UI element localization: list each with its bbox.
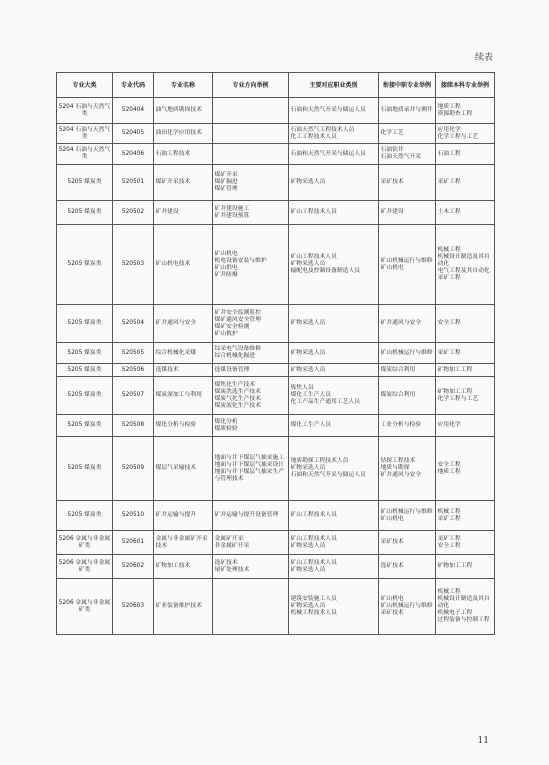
cell-secondary bbox=[379, 579, 436, 635]
cell-undergrad-line: 化学工程与工艺 bbox=[437, 133, 479, 140]
cell-code: 520510 bbox=[113, 501, 154, 531]
cell-category: 5204 石油与天然气类 bbox=[57, 98, 113, 124]
cell-category: 5205 煤炭类 bbox=[57, 415, 113, 437]
cell-undergrad bbox=[436, 165, 495, 201]
cell-undergrad-line: 应用化学 bbox=[437, 422, 461, 428]
cell-name: 煤矿开采技术 bbox=[154, 165, 213, 201]
cell-occupations-line: 矿物采选人员 bbox=[290, 320, 326, 326]
cell-occupations-line: 矿物采选人员 bbox=[290, 603, 326, 609]
table-row bbox=[57, 415, 495, 437]
cell-undergrad bbox=[436, 415, 495, 437]
cell-occupations-line: 石油和天然气开采与储运人员 bbox=[290, 472, 366, 478]
cell-undergrad-line: 机械设计制造及其自动化 bbox=[437, 596, 490, 609]
cell-occupations bbox=[289, 124, 379, 144]
table-row bbox=[57, 437, 495, 501]
cell-category: 5205 煤炭类 bbox=[57, 305, 113, 343]
cell-undergrad-line: 石油工程 bbox=[437, 150, 461, 157]
cell-code: 520602 bbox=[113, 555, 154, 579]
table-row bbox=[57, 377, 495, 415]
cell-code: 520404 bbox=[113, 98, 154, 124]
cell-undergrad-line: 应用化学 bbox=[437, 126, 461, 133]
cell-directions-line: 矿井建设预算 bbox=[214, 212, 250, 219]
table-row bbox=[57, 501, 495, 531]
cell-occupations-line: 输配电及控制设备制造人员 bbox=[290, 268, 361, 274]
table-row bbox=[57, 364, 495, 377]
cell-secondary bbox=[379, 201, 436, 225]
cell-directions-line: 煤化分析 bbox=[214, 418, 238, 425]
header-occupations: 主要对应职业类别 bbox=[289, 73, 379, 98]
cell-secondary-line: 矿山机电 bbox=[380, 596, 404, 602]
cell-secondary bbox=[379, 555, 436, 579]
cell-directions-line: 选煤设备管理 bbox=[214, 366, 250, 373]
cell-category: 5205 煤炭类 bbox=[57, 437, 113, 501]
cell-occupations bbox=[289, 201, 379, 225]
cell-occupations bbox=[289, 531, 379, 555]
cell-occupations-line: 矿物采选人员 bbox=[290, 566, 326, 573]
cell-secondary-line: 矿井通风与安全 bbox=[380, 320, 422, 326]
header-undergrad: 接续本科专业举例 bbox=[436, 73, 495, 98]
cell-undergrad bbox=[436, 555, 495, 579]
cell-directions-line: 矿山机电 bbox=[214, 250, 238, 257]
cell-secondary-line: 矿山机械运行与维修 bbox=[380, 508, 433, 515]
cell-code: 520603 bbox=[113, 579, 154, 635]
cell-secondary-line: 化学工艺 bbox=[380, 130, 404, 136]
cell-undergrad-line: 过程装备与控制工程 bbox=[437, 617, 490, 623]
cell-category: 5206 金属与非金属矿类 bbox=[57, 555, 113, 579]
cell-directions-line: 综合机械化掘进 bbox=[214, 353, 256, 359]
cell-directions-line: 地面与井下煤层气抽采施工 bbox=[214, 454, 285, 461]
cell-directions bbox=[213, 165, 289, 201]
cell-undergrad-line: 安全工程 bbox=[437, 320, 461, 326]
cell-occupations-line: 机械工程技术人员 bbox=[290, 610, 337, 616]
cell-occupations bbox=[289, 555, 379, 579]
cell-directions-line: 煤质检验 bbox=[214, 425, 238, 432]
cell-occupations bbox=[289, 165, 379, 201]
cell-code: 520405 bbox=[113, 124, 154, 144]
cell-secondary-line: 石油钻井 bbox=[380, 147, 404, 153]
cell-directions-line: 机电设备安装与维护 bbox=[214, 257, 267, 264]
cell-category: 5206 金属与非金属矿类 bbox=[57, 531, 113, 555]
cell-occupations bbox=[289, 437, 379, 501]
cell-secondary bbox=[379, 437, 436, 501]
cell-directions-line: 煤炭液化生产技术 bbox=[214, 402, 261, 409]
cell-category: 5204 石油与天然气类 bbox=[57, 144, 113, 165]
cell-directions bbox=[213, 201, 289, 225]
cell-secondary bbox=[379, 165, 436, 201]
table-row bbox=[57, 579, 495, 635]
table-row bbox=[57, 343, 495, 364]
cell-undergrad-line: 采矿工程 bbox=[437, 515, 461, 522]
cell-code: 520508 bbox=[113, 415, 154, 437]
cell-code: 520406 bbox=[113, 144, 154, 165]
cell-category: 5205 煤炭类 bbox=[57, 364, 113, 377]
cell-directions-line: 地面与井下煤层气抽采生产与管理技术 bbox=[214, 468, 285, 482]
cell-occupations bbox=[289, 305, 379, 343]
cell-name: 煤层气采输技术 bbox=[154, 437, 213, 501]
cell-code: 520501 bbox=[113, 165, 154, 201]
cell-occupations-line: 矿物采选人员 bbox=[290, 366, 326, 373]
cell-undergrad-line: 矿物加工工程 bbox=[437, 563, 473, 569]
cell-category: 5206 金属与非金属矿类 bbox=[57, 579, 113, 635]
table-row bbox=[57, 98, 495, 124]
cell-occupations bbox=[289, 343, 379, 364]
cell-occupations-line: 石油天然气工程技术人员 bbox=[290, 126, 355, 133]
cell-directions-line: 地面与井下煤层气抽采设计 bbox=[214, 461, 285, 468]
cell-directions-line: 综采电气设备维修 bbox=[214, 346, 261, 352]
cell-directions bbox=[213, 144, 289, 165]
table-row bbox=[57, 531, 495, 555]
cell-directions-line: 非金属矿开采 bbox=[214, 542, 250, 549]
header-directions: 专业方向举例 bbox=[213, 73, 289, 98]
cell-undergrad bbox=[436, 501, 495, 531]
cell-undergrad bbox=[436, 531, 495, 555]
cell-code: 520505 bbox=[113, 343, 154, 364]
cell-code: 520502 bbox=[113, 201, 154, 225]
cell-category: 5205 煤炭类 bbox=[57, 501, 113, 531]
cell-secondary bbox=[379, 144, 436, 165]
cell-occupations-line: 建筑安装施工人员 bbox=[290, 596, 337, 602]
cell-secondary-line: 石油地质录井与测井 bbox=[380, 107, 433, 113]
header-category: 专业大类 bbox=[57, 73, 113, 98]
cell-secondary-line: 矿井通风与安全 bbox=[380, 472, 422, 478]
cell-occupations-line: 石油和天然气开采与储运人员 bbox=[290, 150, 366, 157]
cell-occupations-line: 矿物采选人员 bbox=[290, 179, 326, 185]
cell-undergrad-line: 采矿工程 bbox=[437, 179, 461, 185]
cell-secondary-line: 钻探工程技术 bbox=[380, 458, 416, 464]
cell-name: 矿井通风与安全 bbox=[154, 305, 213, 343]
cell-occupations-line: 矿山工程技术人员 bbox=[290, 535, 337, 542]
cell-directions-line: 选矿技术 bbox=[214, 559, 238, 566]
cell-undergrad bbox=[436, 305, 495, 343]
cell-name: 油田化学应用技术 bbox=[154, 124, 213, 144]
cell-undergrad-line: 采矿工程 bbox=[437, 349, 461, 356]
cell-undergrad bbox=[436, 579, 495, 635]
cell-undergrad-line: 采矿工程 bbox=[437, 275, 461, 281]
cell-secondary-line: 煤炭综合利用 bbox=[380, 392, 416, 398]
cell-undergrad-line: 资源勘查工程 bbox=[437, 110, 473, 117]
cell-occupations bbox=[289, 415, 379, 437]
cell-directions-line: 金属矿开采 bbox=[214, 535, 244, 542]
cell-occupations-line: 化工工程技术人员 bbox=[290, 133, 337, 140]
cell-undergrad-line: 机械工程 bbox=[437, 508, 461, 515]
cell-secondary-line: 矿井建设 bbox=[380, 209, 404, 215]
cell-undergrad bbox=[436, 124, 495, 144]
cell-name: 综合机械化采煤 bbox=[154, 343, 213, 364]
table-header-row bbox=[57, 73, 495, 98]
cell-secondary-line: 矿山机械运行与维修 bbox=[380, 349, 433, 356]
cell-name: 金属与非金属矿开采技术 bbox=[154, 531, 213, 555]
cell-undergrad bbox=[436, 144, 495, 165]
table-row bbox=[57, 305, 495, 343]
cell-directions bbox=[213, 437, 289, 501]
cell-name: 煤炭深加工与利用 bbox=[154, 377, 213, 415]
cell-directions-line: 矿井建设施工 bbox=[214, 205, 250, 212]
cell-occupations bbox=[289, 579, 379, 635]
cell-secondary-line: 采矿技术 bbox=[380, 610, 404, 616]
cell-occupations bbox=[289, 364, 379, 377]
cell-occupations-line: 化工产品生产通用工艺人员 bbox=[290, 399, 361, 405]
cell-directions bbox=[213, 364, 289, 377]
cell-directions bbox=[213, 305, 289, 343]
cell-directions-line: 煤矿安全检测 bbox=[214, 323, 250, 330]
cell-directions bbox=[213, 501, 289, 531]
table-row bbox=[57, 201, 495, 225]
cell-occupations bbox=[289, 377, 379, 415]
cell-directions bbox=[213, 377, 289, 415]
cell-occupations-line: 矿物采选人员 bbox=[290, 349, 326, 356]
major-catalog-table bbox=[56, 72, 495, 635]
cell-name: 矿山机电技术 bbox=[154, 225, 213, 305]
cell-secondary bbox=[379, 305, 436, 343]
cell-secondary-line: 石油天然气开采 bbox=[380, 154, 422, 160]
continued-label: 续表 bbox=[474, 53, 493, 63]
cell-undergrad-line: 安全工程 bbox=[437, 461, 461, 468]
cell-directions-line: 煤矿开采 bbox=[214, 172, 238, 178]
cell-directions bbox=[213, 555, 289, 579]
cell-name: 矿井建设 bbox=[154, 201, 213, 225]
cell-undergrad bbox=[436, 343, 495, 364]
cell-secondary-line: 矿山机械运行与维修 bbox=[380, 257, 433, 264]
cell-undergrad bbox=[436, 437, 495, 501]
cell-occupations bbox=[289, 144, 379, 165]
cell-secondary bbox=[379, 225, 436, 305]
cell-secondary-line: 矿山机电 bbox=[380, 515, 404, 522]
table-row bbox=[57, 555, 495, 579]
cell-undergrad-line: 采矿工程 bbox=[437, 535, 461, 542]
cell-directions bbox=[213, 225, 289, 305]
cell-occupations bbox=[289, 98, 379, 124]
cell-occupations-line: 矿物采选人员 bbox=[290, 261, 326, 267]
cell-secondary-line: 采矿技术 bbox=[380, 539, 404, 545]
cell-directions-line: 矿井安全监测监控 bbox=[214, 309, 261, 316]
cell-secondary-line: 选矿技术 bbox=[380, 563, 404, 569]
cell-secondary-line: 采矿技术 bbox=[380, 179, 404, 185]
cell-directions bbox=[213, 579, 289, 635]
cell-category: 5205 煤炭类 bbox=[57, 343, 113, 364]
cell-directions-line: 煤矿通风安全管理 bbox=[214, 316, 261, 323]
cell-occupations-line: 炼焦人员 bbox=[290, 385, 314, 391]
cell-occupations-line: 煤化工生产人员 bbox=[290, 392, 332, 398]
cell-code: 520504 bbox=[113, 305, 154, 343]
cell-category: 5204 石油与天然气类 bbox=[57, 124, 113, 144]
cell-undergrad-line: 土木工程 bbox=[437, 209, 461, 215]
cell-name: 矿井运输与提升 bbox=[154, 501, 213, 531]
cell-undergrad-line: 矿物加工工程 bbox=[437, 388, 473, 395]
cell-occupations-line: 煤化工生产人员 bbox=[290, 422, 332, 428]
table-row bbox=[57, 124, 495, 144]
cell-directions bbox=[213, 531, 289, 555]
cell-directions-line: 煤炭气化生产技术 bbox=[214, 395, 261, 402]
cell-occupations-line: 矿山工程技术人员 bbox=[290, 512, 337, 518]
cell-directions bbox=[213, 98, 289, 124]
cell-directions-line: 煤炭洗选生产技术 bbox=[214, 388, 261, 395]
cell-occupations-line: 矿物采选人员 bbox=[290, 542, 326, 549]
table-body bbox=[57, 98, 495, 635]
cell-directions-line: 矿山供电 bbox=[214, 264, 238, 271]
table-row bbox=[57, 144, 495, 165]
cell-directions-line: 尾矿处理技术 bbox=[214, 566, 250, 573]
cell-undergrad bbox=[436, 98, 495, 124]
cell-code: 520506 bbox=[113, 364, 154, 377]
cell-undergrad bbox=[436, 364, 495, 377]
cell-undergrad bbox=[436, 201, 495, 225]
page-number: 11 bbox=[477, 736, 489, 746]
cell-occupations-line: 矿山工程技术人员 bbox=[290, 254, 337, 260]
cell-secondary bbox=[379, 364, 436, 377]
header-secondary: 衔接中职专业举例 bbox=[379, 73, 436, 98]
cell-category: 5205 煤炭类 bbox=[57, 165, 113, 201]
cell-undergrad-line: 机械工程 bbox=[437, 589, 461, 595]
cell-undergrad-line: 安全工程 bbox=[437, 542, 461, 549]
cell-category: 5205 煤炭类 bbox=[57, 201, 113, 225]
cell-occupations-line: 矿山工程技术人员 bbox=[290, 209, 337, 215]
cell-undergrad-line: 化学工程与工艺 bbox=[437, 395, 479, 402]
cell-directions-line: 矿山救护 bbox=[214, 330, 238, 337]
cell-secondary bbox=[379, 415, 436, 437]
cell-secondary-line: 地质与勘探 bbox=[380, 465, 410, 471]
table-row bbox=[57, 225, 495, 305]
cell-directions bbox=[213, 343, 289, 364]
cell-directions-line: 煤焦化生产技术 bbox=[214, 381, 256, 388]
cell-secondary-line: 工业分析与检验 bbox=[380, 422, 422, 428]
cell-directions-line: 矿井运输与提升设备管理 bbox=[214, 512, 279, 518]
cell-secondary-line: 矿山机电 bbox=[380, 264, 404, 271]
cell-code: 520509 bbox=[113, 437, 154, 501]
cell-undergrad-line: 机械电子工程 bbox=[437, 610, 473, 616]
cell-undergrad-line: 矿物加工工程 bbox=[437, 366, 473, 373]
cell-directions bbox=[213, 415, 289, 437]
cell-occupations-line: 石油和天然气开采与储运人员 bbox=[290, 107, 366, 113]
header-name: 专业名称 bbox=[154, 73, 213, 98]
cell-name: 选煤技术 bbox=[154, 364, 213, 377]
cell-occupations-line: 矿物采选人员 bbox=[290, 465, 326, 471]
cell-name: 油气地质勘探技术 bbox=[154, 98, 213, 124]
cell-undergrad-line: 机械工程 bbox=[437, 247, 461, 253]
cell-undergrad-line: 地质工程 bbox=[437, 468, 461, 475]
cell-secondary bbox=[379, 343, 436, 364]
cell-secondary bbox=[379, 124, 436, 144]
cell-code: 520503 bbox=[113, 225, 154, 305]
cell-secondary-line: 矿山机械运行与维修 bbox=[380, 603, 433, 609]
cell-directions-line: 矿井防爆 bbox=[214, 271, 238, 278]
cell-occupations-line: 矿山工程技术人员 bbox=[290, 559, 337, 566]
cell-name: 石油工程技术 bbox=[154, 144, 213, 165]
cell-category: 5205 煤炭类 bbox=[57, 377, 113, 415]
cell-directions bbox=[213, 124, 289, 144]
cell-undergrad-line: 机械设计制造及其自动化 bbox=[437, 254, 490, 267]
cell-secondary bbox=[379, 531, 436, 555]
cell-name: 煤化分析与检验 bbox=[154, 415, 213, 437]
cell-name: 矿物加工技术 bbox=[154, 555, 213, 579]
cell-category: 5205 煤炭类 bbox=[57, 225, 113, 305]
table-row bbox=[57, 165, 495, 201]
header-code: 专业代码 bbox=[113, 73, 154, 98]
cell-directions-line: 煤矿掘进 bbox=[214, 179, 238, 185]
cell-secondary bbox=[379, 501, 436, 531]
cell-code: 520507 bbox=[113, 377, 154, 415]
cell-occupations-line: 地质勘探工程技术人员 bbox=[290, 458, 349, 464]
cell-code: 520601 bbox=[113, 531, 154, 555]
cell-undergrad-line: 地质工程 bbox=[437, 103, 461, 110]
cell-secondary-line: 煤炭综合利用 bbox=[380, 366, 416, 373]
cell-name: 矿业装备维护技术 bbox=[154, 579, 213, 635]
cell-secondary bbox=[379, 98, 436, 124]
cell-undergrad bbox=[436, 225, 495, 305]
cell-occupations bbox=[289, 225, 379, 305]
cell-secondary bbox=[379, 377, 436, 415]
cell-directions-line: 煤矿管理 bbox=[214, 186, 238, 192]
cell-undergrad bbox=[436, 377, 495, 415]
cell-occupations bbox=[289, 501, 379, 531]
cell-undergrad-line: 电气工程及其自动化 bbox=[437, 268, 490, 274]
